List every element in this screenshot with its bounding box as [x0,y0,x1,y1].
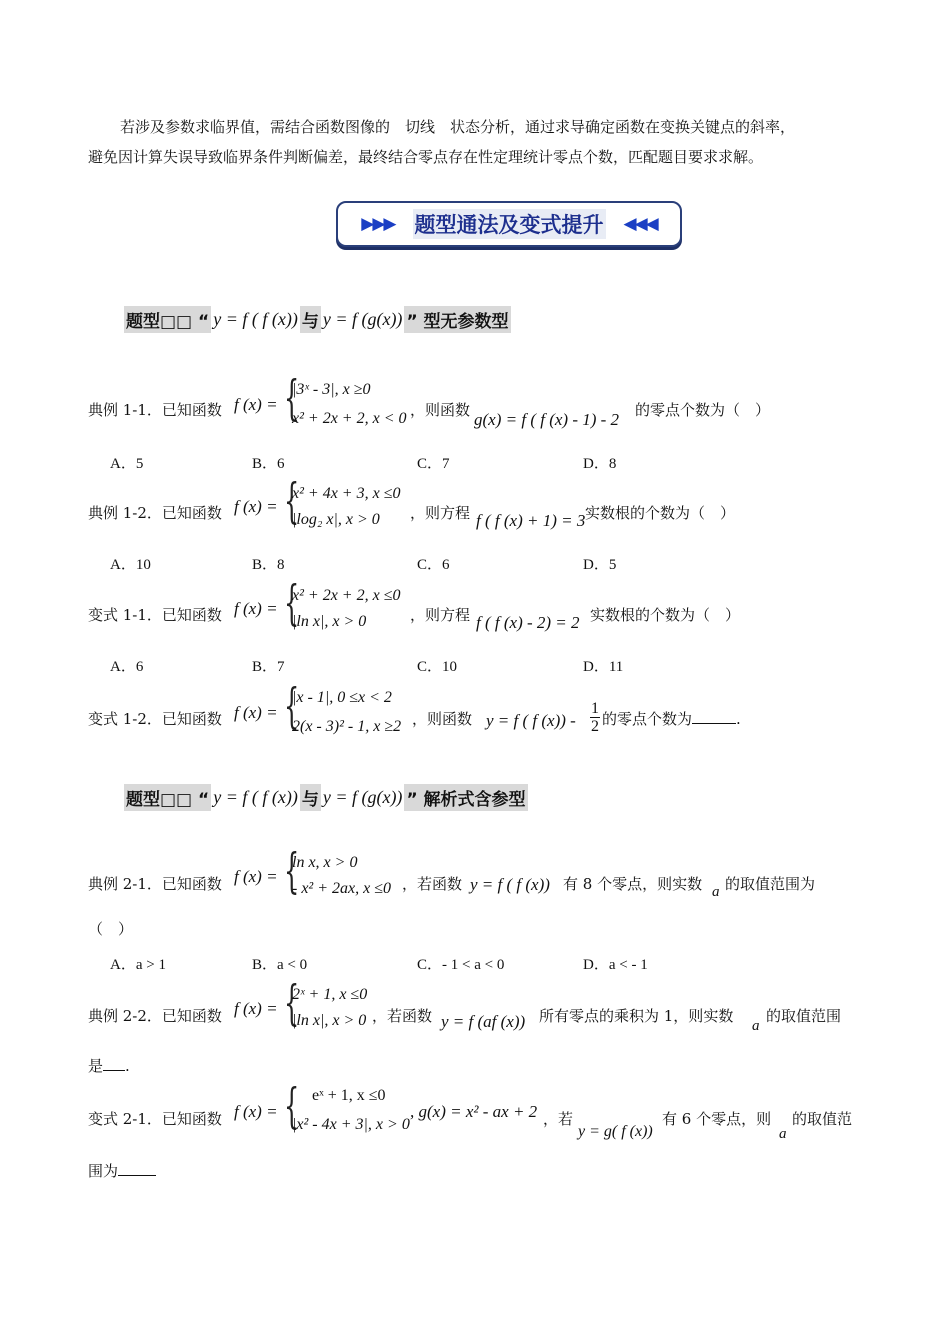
triple-left-arrow-icon: ◀◀◀ [623,214,657,234]
section-1-header: 题型□□ “ y = f ( f (x)) 与 y = f (g(x)) ” 型无参数型 [124,306,511,332]
triple-right-arrow-icon: ▶▶▶ [361,214,395,234]
banner-title: 题型通法及变式提升 [413,209,606,239]
intro-paragraph [88,112,868,172]
answer-blank[interactable] [118,1161,156,1176]
brace-icon: { [284,370,300,426]
fraction: 1 2 [591,700,599,735]
brace-icon: { [284,975,300,1031]
brace-icon: { [284,1078,300,1134]
answer-blank[interactable] [692,709,736,724]
brace-icon: { [284,575,300,631]
brace-icon: { [284,678,300,734]
intro-line-1: 若涉及参数求临界值，需结合函数图像的 切线 状态分析，通过求导确定函数在变换关键点的斜率， [120,118,796,136]
section-banner [336,201,682,247]
answer-blank[interactable] [103,1056,125,1071]
intro-line-2: 避免因计算失误导致临界条件判断偏差，最终结合零点存在性定理统计零点个数，匹配题目要求求解。 [88,148,764,166]
brace-icon: { [284,843,300,899]
section-2-header: 题型□□ “ y = f ( f (x)) 与 y = f (g(x)) ” 解析式含参型 [124,784,528,810]
brace-icon: { [284,473,300,529]
